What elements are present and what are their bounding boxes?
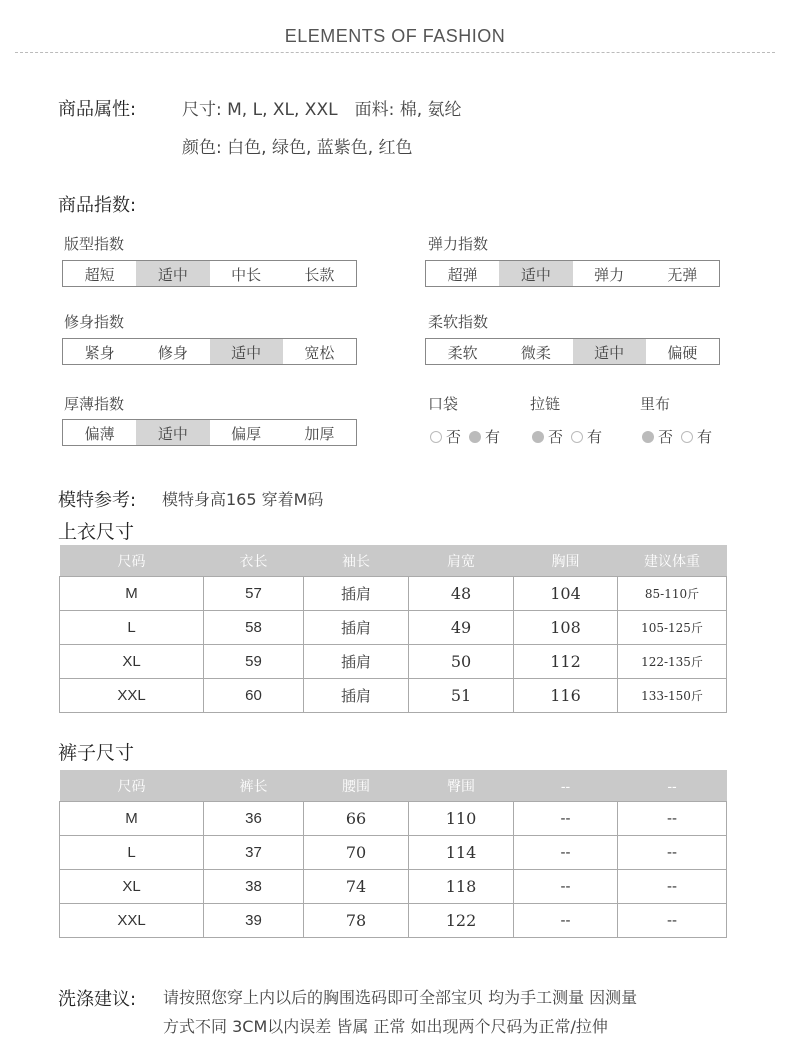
table-cell: 51 bbox=[409, 679, 514, 713]
scale-option-selected: 适中 bbox=[210, 339, 283, 364]
fit-index-title: 版型指数 bbox=[64, 235, 125, 253]
slim-index-title: 修身指数 bbox=[64, 313, 125, 331]
column-header: -- bbox=[514, 770, 618, 802]
scale-option: 柔软 bbox=[447, 344, 478, 362]
scale-option: 无弹 bbox=[667, 266, 698, 284]
radio-dot-icon bbox=[681, 431, 693, 443]
scale-option: 紧身 bbox=[84, 344, 115, 362]
table-cell: 85-110斤 bbox=[618, 577, 727, 611]
soft-index-title: 柔软指数 bbox=[428, 313, 489, 331]
table-cell: 49 bbox=[409, 611, 514, 645]
table-cell: 122 bbox=[409, 904, 514, 938]
top-size-title: 上衣尺寸 bbox=[58, 521, 135, 543]
table-cell: -- bbox=[618, 870, 727, 904]
table-cell: 133-150斤 bbox=[618, 679, 727, 713]
table-cell: M bbox=[60, 802, 204, 836]
table-cell: -- bbox=[514, 836, 618, 870]
table-row bbox=[60, 611, 727, 645]
column-header: -- bbox=[618, 770, 727, 802]
scale-option: 中长 bbox=[231, 266, 262, 284]
table-cell: 58 bbox=[204, 611, 304, 645]
radio-label-no: 否 bbox=[446, 428, 462, 446]
radio-dot-icon bbox=[469, 431, 481, 443]
table-cell: 112 bbox=[514, 645, 618, 679]
scale-option: 超短 bbox=[84, 266, 115, 284]
attributes-size-material: 尺寸: M, L, XL, XXL 面料: 棉, 氨纶 bbox=[182, 100, 462, 120]
table-cell: 插肩 bbox=[304, 577, 409, 611]
table-row bbox=[60, 802, 727, 836]
table-cell: 59 bbox=[204, 645, 304, 679]
radio-dot-icon bbox=[430, 431, 442, 443]
scale-option: 弹力 bbox=[594, 266, 625, 284]
scale-option: 修身 bbox=[157, 344, 188, 362]
column-header: 衣长 bbox=[204, 545, 304, 577]
table-header-row bbox=[60, 545, 727, 577]
table-cell: 105-125斤 bbox=[618, 611, 727, 645]
zipper-options bbox=[530, 426, 608, 447]
table-cell: 36 bbox=[204, 802, 304, 836]
table-cell: 38 bbox=[204, 870, 304, 904]
table-cell: 116 bbox=[514, 679, 618, 713]
top-size-table bbox=[59, 545, 727, 713]
pocket-options bbox=[428, 426, 506, 447]
column-header: 袖长 bbox=[304, 545, 409, 577]
table-cell: XXL bbox=[60, 904, 204, 938]
slim-index-scale bbox=[62, 338, 357, 365]
table-cell: 66 bbox=[304, 802, 409, 836]
table-cell: 60 bbox=[204, 679, 304, 713]
column-header: 腰围 bbox=[304, 770, 409, 802]
table-cell: 57 bbox=[204, 577, 304, 611]
table-cell: -- bbox=[618, 836, 727, 870]
radio-dot-icon bbox=[642, 431, 654, 443]
table-cell: XL bbox=[60, 870, 204, 904]
lining-title: 里布 bbox=[640, 395, 671, 413]
thickness-index-title: 厚薄指数 bbox=[64, 395, 125, 413]
table-cell: 50 bbox=[409, 645, 514, 679]
column-header: 胸围 bbox=[514, 545, 618, 577]
column-header: 尺码 bbox=[60, 545, 204, 577]
table-cell: -- bbox=[514, 904, 618, 938]
table-cell: 108 bbox=[514, 611, 618, 645]
table-cell: -- bbox=[618, 904, 727, 938]
zipper-title: 拉链 bbox=[530, 395, 561, 413]
pants-size-title: 裤子尺寸 bbox=[58, 742, 135, 764]
fit-index-scale bbox=[62, 260, 357, 287]
table-cell: 74 bbox=[304, 870, 409, 904]
table-cell: 插肩 bbox=[304, 645, 409, 679]
washing-line-1: 请按照您穿上内以后的胸围选码即可全部宝贝 均为手工测量 因测量 bbox=[163, 988, 638, 1007]
table-cell: M bbox=[60, 577, 204, 611]
table-cell: 78 bbox=[304, 904, 409, 938]
washing-line-2: 方式不同 3CM以内误差 皆属 正常 如出现两个尺码为正常/拉伸 bbox=[163, 1017, 608, 1036]
scale-option: 微柔 bbox=[520, 344, 551, 362]
table-cell: 118 bbox=[409, 870, 514, 904]
scale-option: 超弹 bbox=[447, 266, 478, 284]
elastic-index-scale bbox=[425, 260, 720, 287]
table-cell: 122-135斤 bbox=[618, 645, 727, 679]
table-header-row bbox=[60, 770, 727, 802]
thickness-index-scale bbox=[62, 419, 357, 446]
scale-option: 长款 bbox=[304, 266, 335, 284]
scale-option: 偏薄 bbox=[84, 425, 115, 443]
table-row bbox=[60, 904, 727, 938]
scale-option: 加厚 bbox=[304, 425, 335, 443]
column-header: 尺码 bbox=[60, 770, 204, 802]
indices-label: 商品指数: bbox=[58, 195, 137, 216]
scale-option-selected: 适中 bbox=[136, 261, 209, 286]
table-cell: XL bbox=[60, 645, 204, 679]
table-cell: 114 bbox=[409, 836, 514, 870]
table-row bbox=[60, 645, 727, 679]
radio-dot-icon bbox=[571, 431, 583, 443]
radio-label-no: 否 bbox=[548, 428, 564, 446]
table-cell: 插肩 bbox=[304, 611, 409, 645]
table-row bbox=[60, 577, 727, 611]
column-header: 肩宽 bbox=[409, 545, 514, 577]
attributes-label: 商品属性: bbox=[58, 99, 137, 120]
soft-index-scale bbox=[425, 338, 720, 365]
radio-label-yes: 有 bbox=[697, 428, 713, 446]
table-row bbox=[60, 870, 727, 904]
table-cell: 37 bbox=[204, 836, 304, 870]
table-cell: -- bbox=[514, 870, 618, 904]
table-cell: XXL bbox=[60, 679, 204, 713]
page-title: ELEMENTS OF FASHION bbox=[284, 26, 506, 46]
pants-size-table bbox=[59, 770, 727, 938]
table-cell: 70 bbox=[304, 836, 409, 870]
radio-label-yes: 有 bbox=[587, 428, 603, 446]
column-header: 臀围 bbox=[409, 770, 514, 802]
column-header: 建议体重 bbox=[618, 545, 727, 577]
model-text: 模特身高165 穿着M码 bbox=[162, 490, 324, 509]
radio-label-yes: 有 bbox=[485, 428, 501, 446]
radio-label-no: 否 bbox=[658, 428, 674, 446]
table-cell: 48 bbox=[409, 577, 514, 611]
radio-dot-icon bbox=[532, 431, 544, 443]
scale-option: 宽松 bbox=[304, 344, 335, 362]
scale-option: 偏厚 bbox=[231, 425, 262, 443]
washing-label: 洗涤建议: bbox=[58, 989, 137, 1010]
pocket-title: 口袋 bbox=[428, 395, 459, 413]
elastic-index-title: 弹力指数 bbox=[428, 235, 489, 253]
table-cell: L bbox=[60, 836, 204, 870]
scale-option-selected: 适中 bbox=[499, 261, 572, 286]
table-cell: 39 bbox=[204, 904, 304, 938]
table-cell: 110 bbox=[409, 802, 514, 836]
table-cell: 104 bbox=[514, 577, 618, 611]
table-cell: -- bbox=[618, 802, 727, 836]
table-cell: L bbox=[60, 611, 204, 645]
header-divider bbox=[15, 52, 775, 53]
model-label: 模特参考: bbox=[58, 490, 137, 511]
scale-option: 偏硬 bbox=[667, 344, 698, 362]
table-row bbox=[60, 679, 727, 713]
table-row bbox=[60, 836, 727, 870]
scale-option-selected: 适中 bbox=[573, 339, 646, 364]
table-cell: -- bbox=[514, 802, 618, 836]
scale-option-selected: 适中 bbox=[136, 420, 209, 445]
lining-options bbox=[640, 426, 718, 447]
attributes-colors: 颜色: 白色, 绿色, 蓝紫色, 红色 bbox=[182, 138, 413, 158]
table-cell: 插肩 bbox=[304, 679, 409, 713]
column-header: 裤长 bbox=[204, 770, 304, 802]
